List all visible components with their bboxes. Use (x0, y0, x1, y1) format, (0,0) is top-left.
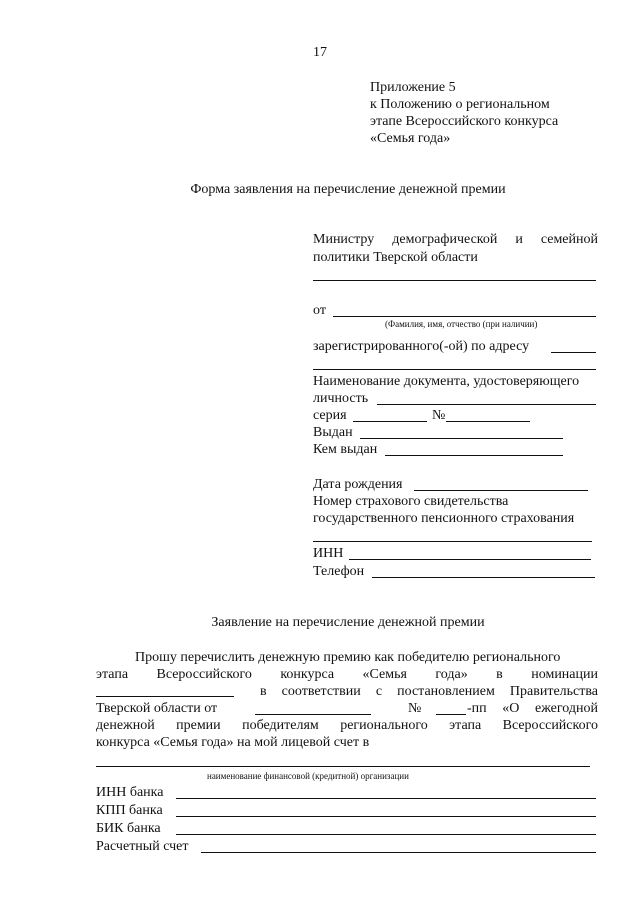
inn-field[interactable] (349, 559, 591, 560)
appendix-line-3: этапе Всероссийского конкурса (370, 114, 559, 129)
statement-line-5: денежной премии победителям регионального этапа Всероссийского (96, 718, 598, 733)
inn-label: ИНН (313, 546, 344, 561)
bank-name-field[interactable] (96, 766, 590, 767)
insurance-field[interactable] (313, 541, 592, 542)
id-doc-field[interactable] (377, 404, 596, 405)
statement-line-6: конкурса «Семья года» на мой лицевой счет в (96, 735, 370, 750)
bank-kpp-label: КПП банка (96, 803, 163, 818)
statement-title: Заявление на перечисление денежной премии (211, 615, 485, 630)
statement-line-1: Прошу перечислить денежную премию как победителю регионального (135, 650, 561, 665)
issued-label: Выдан (313, 425, 353, 440)
id-doc-label-2: личность (313, 391, 369, 406)
page-number: 17 (313, 45, 327, 60)
insurance-label-1: Номер страхового свидетельства (313, 494, 509, 509)
issued-by-label: Кем выдан (313, 442, 378, 457)
number-field[interactable] (446, 421, 530, 422)
decree-number-label: № (408, 701, 422, 716)
addressee-underline (313, 280, 596, 281)
statement-line-4-start: Тверской области от (96, 701, 218, 716)
statement-line-4-end: -пп «О ежегодной (467, 701, 598, 716)
nomination-field[interactable] (96, 696, 234, 697)
issued-field[interactable] (360, 438, 563, 439)
statement-line-2: этапа Всероссийского конкурса «Семья года» в номинации (96, 667, 598, 682)
from-field[interactable] (333, 316, 596, 317)
birth-date-label: Дата рождения (313, 477, 403, 492)
series-label: серия (313, 408, 347, 423)
bank-inn-label: ИНН банка (96, 785, 164, 800)
bank-name-hint: наименование финансовой (кредитной) организации (207, 771, 409, 781)
issued-by-field[interactable] (385, 455, 563, 456)
from-hint: (Фамилия, имя, отчество (при наличии) (385, 319, 538, 329)
bank-account-field[interactable] (201, 852, 596, 853)
appendix-line-1: Приложение 5 (370, 80, 456, 95)
insurance-label-2: государственного пенсионного страхования (313, 511, 575, 526)
phone-field[interactable] (372, 577, 595, 578)
from-label: от (313, 303, 326, 318)
phone-label: Телефон (313, 564, 365, 579)
registered-field[interactable] (551, 352, 596, 353)
number-label: № (432, 408, 446, 423)
addressee-line-1: Министру демографической и семейной (313, 232, 598, 247)
bank-kpp-field[interactable] (176, 816, 596, 817)
appendix-line-4: «Семья года» (370, 131, 451, 146)
series-field[interactable] (353, 421, 427, 422)
bank-account-label: Расчетный счет (96, 839, 189, 854)
id-doc-label-1: Наименование документа, удостоверяющего (313, 374, 580, 389)
appendix-line-2: к Положению о региональном (370, 97, 550, 112)
birth-date-field[interactable] (414, 490, 588, 491)
form-title: Форма заявления на перечисление денежной премии (190, 182, 506, 197)
addressee-line-2: политики Тверской области (313, 250, 478, 265)
bank-bik-label: БИК банка (96, 821, 161, 836)
statement-line-3: в соответствии с постановлением Правительства (260, 684, 598, 699)
decree-number-field[interactable] (436, 714, 466, 715)
registered-label: зарегистрированного(-ой) по адресу (313, 339, 530, 354)
decree-date-field[interactable] (255, 714, 371, 715)
registered-field-continued[interactable] (313, 369, 596, 370)
bank-inn-field[interactable] (176, 798, 596, 799)
bank-bik-field[interactable] (176, 834, 596, 835)
